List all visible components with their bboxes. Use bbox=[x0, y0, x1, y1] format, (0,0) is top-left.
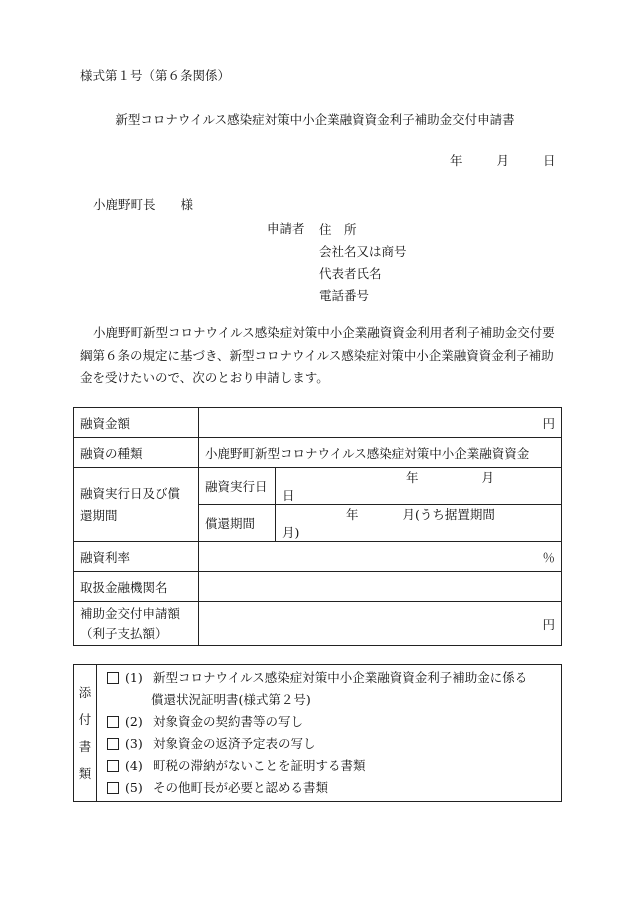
attachment-text-5: その他町長が必要と認める書類 bbox=[153, 780, 329, 795]
attachment-item-3 bbox=[107, 733, 553, 755]
side-char-3: 書 bbox=[78, 739, 92, 754]
checkbox-3[interactable] bbox=[107, 738, 119, 750]
loan-type-value: 小鹿野町新型コロナウイルス感染症対策中小企業融資資金 bbox=[199, 438, 562, 468]
form-number: 様式第１号（第６条関係） bbox=[80, 68, 231, 83]
attachments-table bbox=[73, 664, 562, 802]
loan-amount-row bbox=[74, 408, 562, 438]
repay-year: 年 bbox=[345, 507, 359, 522]
repay-period-field[interactable] bbox=[276, 505, 562, 542]
interest-rate-label: 融資利率 bbox=[74, 542, 199, 572]
attachment-num-1: (1) bbox=[125, 670, 143, 685]
attachment-text-2: 対象資金の契約書等の写し bbox=[153, 714, 304, 729]
execution-year: 年 bbox=[405, 470, 419, 485]
loan-period-label bbox=[74, 468, 199, 542]
interest-rate-unit: ％ bbox=[542, 549, 555, 565]
attachments-side-label bbox=[74, 665, 97, 802]
checkbox-4[interactable] bbox=[107, 760, 119, 772]
loan-amount-field[interactable] bbox=[199, 408, 562, 438]
repay-month-close: 月) bbox=[282, 525, 300, 540]
loan-type-label: 融資の種類 bbox=[74, 438, 199, 468]
subsidy-row bbox=[74, 602, 562, 646]
subsidy-label-line2: （利子支払額） bbox=[80, 625, 168, 641]
loan-amount-unit: 円 bbox=[542, 415, 555, 431]
year-label: 年 bbox=[450, 153, 463, 168]
attachment-num-5: (5) bbox=[125, 780, 143, 795]
loan-type-row bbox=[74, 438, 562, 468]
loan-info-table bbox=[73, 407, 562, 646]
execution-date-field[interactable] bbox=[276, 468, 562, 505]
body-text: 小鹿野町新型コロナウイルス感染症対策中小企業融資資金利用者利子補助金交付要綱第６条の規定に基づき、新型コロナウイルス感染症対策中小企業融資資金利子補助金を受けたいので、次のとおり申請します。 bbox=[80, 325, 555, 385]
repay-period-label: 償還期間 bbox=[199, 505, 276, 542]
attachment-text-3: 対象資金の返済予定表の写し bbox=[153, 736, 316, 751]
loan-amount-label: 融資金額 bbox=[74, 408, 199, 438]
attachments-list bbox=[97, 665, 562, 802]
side-char-1: 添 bbox=[78, 685, 92, 700]
month-label: 月 bbox=[496, 153, 509, 168]
execution-date-label: 融資実行日 bbox=[199, 468, 276, 505]
attachment-num-3: (3) bbox=[125, 736, 143, 751]
date-line bbox=[450, 151, 555, 169]
attachment-item-5 bbox=[107, 777, 553, 799]
applicant-label: 申請者 bbox=[267, 221, 305, 236]
checkbox-2[interactable] bbox=[107, 716, 119, 728]
attachment-text-1-cont: 償還状況証明書(様式第２号) bbox=[151, 692, 311, 707]
attachment-item-1 bbox=[107, 667, 553, 689]
day-label: 日 bbox=[542, 153, 556, 168]
execution-day: 日 bbox=[282, 488, 295, 503]
subsidy-label-line1: 補助金交付申請額 bbox=[80, 605, 181, 621]
applicant-fields bbox=[319, 219, 407, 307]
attachment-text-4: 町税の滞納がないことを証明する書類 bbox=[153, 758, 366, 773]
loan-execution-row bbox=[74, 468, 562, 505]
attachment-text-1: 新型コロナウイルス感染症対策中小企業融資資金利子補助金に係る bbox=[153, 670, 528, 685]
subsidy-unit: 円 bbox=[542, 616, 555, 632]
applicant-representative-label: 代表者氏名 bbox=[319, 266, 382, 281]
checkbox-1[interactable] bbox=[107, 672, 119, 684]
form-title: 新型コロナウイルス感染症対策中小企業融資資金利子補助金交付申請書 bbox=[115, 112, 515, 127]
applicant-address-label: 住 所 bbox=[319, 222, 357, 237]
subsidy-label bbox=[74, 602, 199, 646]
side-char-2: 付 bbox=[78, 712, 92, 727]
subsidy-field[interactable] bbox=[199, 602, 562, 646]
attachment-item-2 bbox=[107, 711, 553, 733]
loan-period-label-text: 融資実行日及び償還期間 bbox=[80, 485, 181, 523]
bank-label: 取扱金融機関名 bbox=[74, 572, 199, 602]
bank-field[interactable] bbox=[199, 572, 562, 602]
interest-rate-row bbox=[74, 542, 562, 572]
execution-month: 月 bbox=[481, 470, 494, 485]
attachment-item-4 bbox=[107, 755, 553, 777]
repay-month-open: 月(うち据置期間 bbox=[402, 507, 495, 522]
interest-rate-field[interactable] bbox=[199, 542, 562, 572]
bank-row bbox=[74, 572, 562, 602]
attachment-num-2: (2) bbox=[125, 714, 143, 729]
applicant-phone-label: 電話番号 bbox=[319, 288, 370, 303]
attachment-num-4: (4) bbox=[125, 758, 143, 773]
side-char-4: 類 bbox=[78, 766, 92, 781]
addressee: 小鹿野町長 様 bbox=[93, 197, 194, 212]
applicant-company-label: 会社名又は商号 bbox=[319, 244, 407, 259]
checkbox-5[interactable] bbox=[107, 782, 119, 794]
